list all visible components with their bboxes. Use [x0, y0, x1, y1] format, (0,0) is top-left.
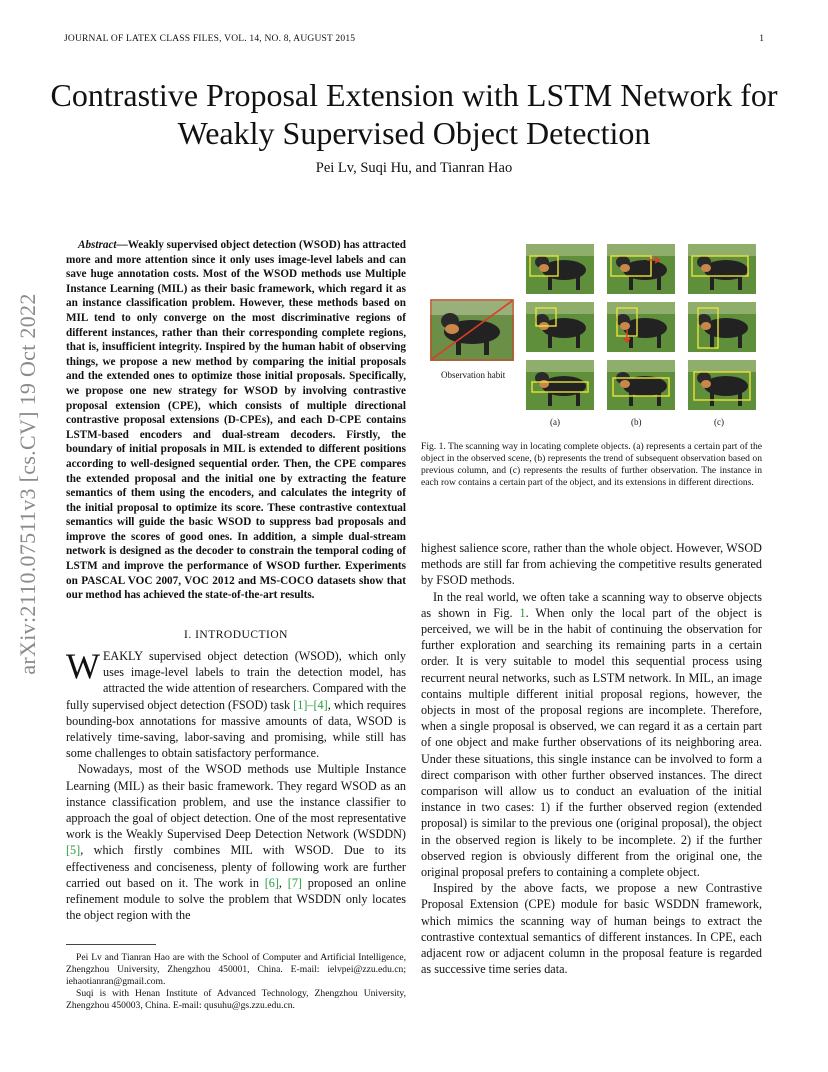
footnote-1: Pei Lv and Tianran Hao are with the School of Computer and Artificial Intelligence, Zhengzhou University, Zhengzhou 450001, China. E-mail: ielvpei@zzu.edu.cn; iehaotianran@gmail.com. — [66, 952, 406, 987]
abstract-text: —Weakly supervised object detection (WSOD) has attracted more and more attention since it only uses image-level labels and can save huge annotation costs. Most of the WSOD methods use Multiple Instance Learning (MIL) as their basic framework, which regard it as an instance classification problem. However, these methods based on MIL tend to only converge on the most discriminative regions of different instances, rather than their corresponding complete regions, that is, insufficient integrity. Inspired by the human habit of observing things, we propose a new method by comparing the initial proposals and the extended ones to optimize those initial proposals. Specifically, we propose one new strategy for WSOD by involving contrastive proposal extension (CPE), which consists of multiple directional contrastive proposal extensions (D-CPEs), and each D-CPE contains LSTM-based encoders and dual-stream decoders. Firstly, the boundary of initial proposals in MIL is extended to different positions according to well-designed sequential order. Then, the CPE compares the extended proposal and the initial one by extracting the feature semantics of them using the encoders, and calculates the integrity of the initial proposal to optimize its score. These contrastive contextual semantics will guide the basic WSOD to suppress bad proposals and improve the scores of good ones. In addition, a simple dual-stream network is designed as the decoder to constrain the temporal coding of LSTM and improve the performance of WSOD further. Experiments on PASCAL VOC 2007, VOC 2012 and MS-COCO datasets show that our method has achieved the state-of-the-art results. — [66, 239, 406, 602]
intro-p1-text: EAKLY supervised object detection (WSOD), which only uses image-level labels to train the detection model, has attracted the wide attention of researchers. Compared with the fully supervised object detection (FSOD) task — [66, 649, 406, 712]
abstract-lead: Abstract — [78, 239, 117, 251]
figure-1 — [426, 242, 762, 432]
citation-link[interactable]: [5] — [66, 843, 81, 858]
figure-tile — [607, 360, 675, 410]
arxiv-stamp — [8, 294, 48, 674]
citation-link[interactable]: [1]–[4] — [293, 697, 328, 712]
figure-tile — [526, 360, 594, 410]
citation-link[interactable]: [7] — [287, 875, 302, 890]
intro-p1-end: , which requires bounding-box annotations for massive amounts of data, WSOD is relatively time-saving, labor-saving and promising, while still has some challenges to obtain satisfactory performance. — [66, 697, 406, 761]
footnote-rule — [66, 944, 156, 945]
caption-text: The scanning way in locating complete objects. (a) represents a certain part of the object in the observed scene, (b) represents the trend of subsequent observation based on previous column, and (c) represents the results of further observation. The instance in each row contains a certain part of the object, and its extensions in different directions. — [421, 441, 762, 488]
observation-habit-image — [430, 299, 514, 361]
intro-paragraph-2 — [66, 761, 406, 923]
intro-p2-b: , which firstly combines MIL with WSOD. Due to its effectiveness and conciseness, plenty of following work are further carried out based on it. The work in — [66, 843, 406, 890]
right-p1-a: In the real world, we often take a scanning way to observe objects as shown in Fig. — [421, 589, 762, 620]
figure-tile — [688, 302, 756, 352]
observation-habit-label: Observation habit — [441, 370, 506, 380]
column-label-c: (c) — [714, 417, 724, 427]
paper-title: Contrastive Proposal Extension with LSTM Network for Weakly Supervised Object Detection — [50, 77, 778, 151]
intro-paragraph-1 — [66, 648, 406, 761]
caption-label: Fig. 1. — [421, 441, 446, 452]
footnotes — [66, 952, 406, 1012]
right-paragraph-0: highest salience score, rather than the whole object. However, WSOD methods are still far from achieving the competitive results generated by FSOD methods. — [421, 541, 762, 588]
page-number: 1 — [759, 34, 764, 44]
column-label-b: (b) — [631, 417, 642, 427]
figure-tile — [526, 244, 594, 294]
authors: Pei Lv, Suqi Hu, and Tianran Hao — [315, 160, 513, 176]
intro-body — [66, 648, 406, 923]
intro-p2-c: , — [278, 875, 288, 890]
figure-tile — [607, 244, 675, 294]
intro-p2-d: proposed an online refinement module to solve the problem that WSDDN only locates the object region with the — [66, 875, 406, 923]
arxiv-id: arXiv:2110.07511v3 [cs.CV] 19 Oct 2022 — [15, 293, 40, 675]
intro-p2-a: Nowadays, most of the WSOD methods use Multiple Instance Learning (MIL) as their basic framework. They regard WSOD as an instance classification problem, and use the instance classifier to approach the goal of object detection. One of the most representative work is the Weakly Supervised Deep Detection Network (WSDDN) — [66, 762, 406, 842]
figure-link[interactable]: 1 — [519, 605, 526, 620]
right-column-body — [421, 540, 762, 977]
right-paragraph-2: Inspired by the above facts, we propose a new Contrastive Proposal Extension (CPE) module for basic WSDDN framework, which mimics the scanning way of human beings to extract the contrastive contextual semantics of different instances. In CPE, each adjacent row or adjacent column in the proposal feature is regarded as successive time series data. — [421, 881, 762, 977]
abstract — [66, 238, 406, 603]
right-p1-b: . When only the local part of the object is perceived, we will be in the habit of continuing the observation for further exploration and searching its remaining parts in a certain order. It is very suitable to model this sequential process using recurrent neural networks, such as LSTM network. In MIL, an image contains multiple different initial proposal regions, however, the objects in most of the proposal regions are incomplete. Therefore, when a single proposal is observed, we can regard it as a certain part of one object and make further observations of its neighboring area. Under these situations, this single instance can be involved to form a direct comparison with other further observed instances. The direct comparison will allow us to conduct an evaluation of the initial instance in two cases: 1) if the further observed region (extended proposal) is similar to the previous one (original proposal), the object in the observed region is likely to be incomplete. 2) if the further observed region is obviously different from the original one, the original proposal prefers to containing a complete object. — [421, 605, 762, 880]
figure-tile — [526, 302, 594, 352]
citation-link[interactable]: [6] — [264, 875, 279, 890]
drop-cap: W — [66, 646, 100, 686]
figure-tile — [688, 360, 756, 410]
column-label-a: (a) — [550, 417, 560, 427]
section-heading: I. INTRODUCTION — [184, 629, 288, 641]
figure-caption — [421, 441, 762, 489]
footnote-2: Suqi is with Henan Institute of Advanced Technology, Zhengzhou University, Zhengzhou 450003, China. E-mail: qusuhu@gs.zzu.edu.cn. — [66, 988, 406, 1011]
figure-tile — [607, 302, 675, 352]
right-paragraph-1 — [421, 589, 762, 881]
running-header: JOURNAL OF LATEX CLASS FILES, VOL. 14, NO. 8, AUGUST 2015 — [64, 34, 356, 44]
figure-tile — [688, 244, 756, 294]
